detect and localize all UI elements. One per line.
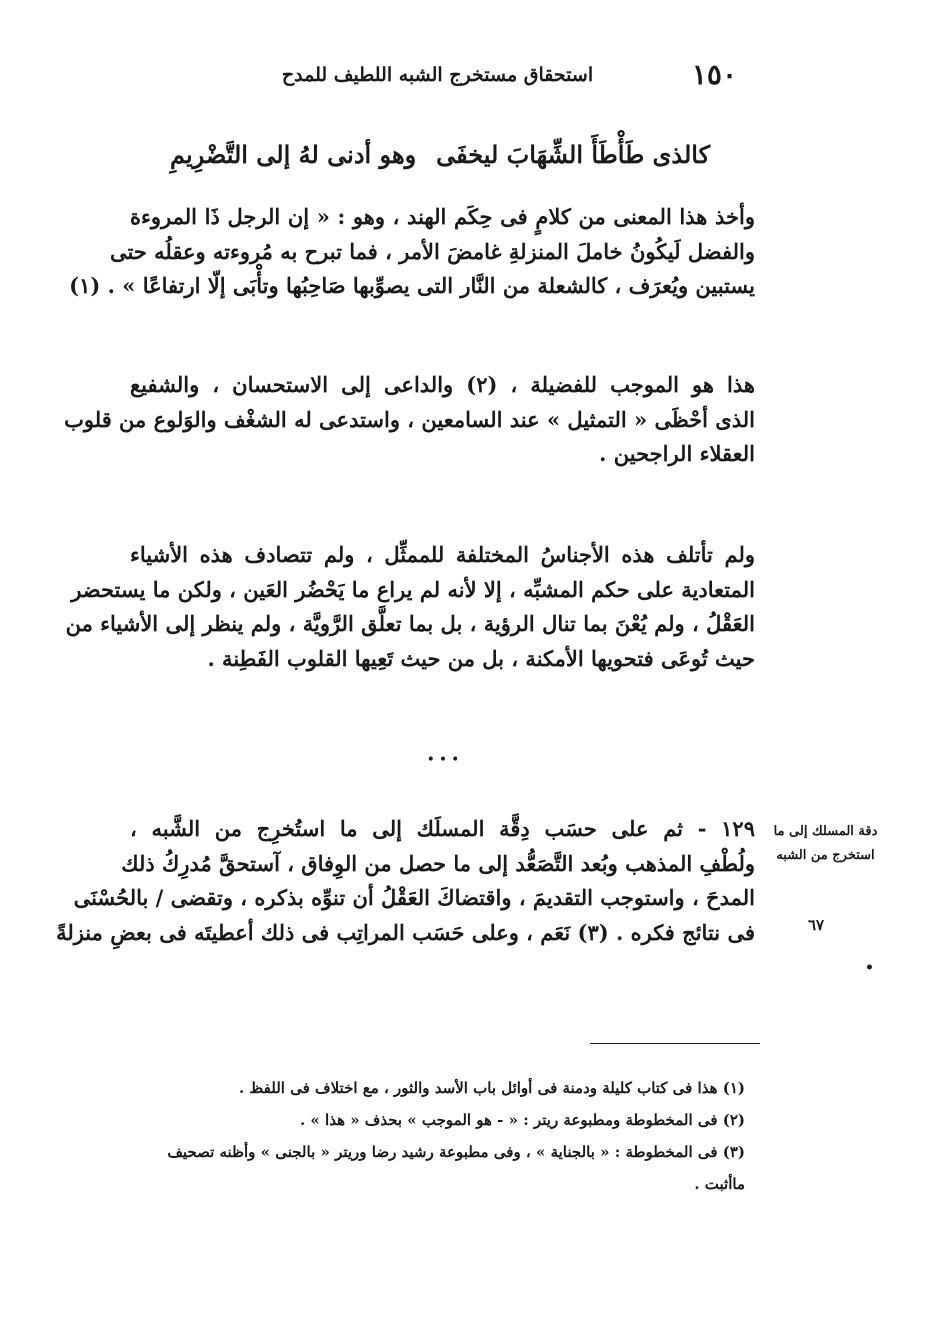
verse-first-hemistich: كالذى طَأْطَأَ الشِّهَابَ ليخفَى	[436, 139, 710, 169]
text-line: ولم تأتلف هذه الأجناسُ المختلفة للممثِّل ، ولم تتصادف هذه الأشياء	[130, 542, 755, 567]
text-line: الذى أحْظَى « التمثيل » عند السامعين ، واستدعى له الشغْف والوَلوع من قلوب	[64, 406, 755, 432]
footnote: (٣) فى المخطوطة : « بالجناية » ، وفى مطبوعة رشيد رضا وريتر « بالجنى » وأظنه تصحيف	[167, 1143, 745, 1161]
footnote: (٢) فى المخطوطة ومطبوعة ريتر : « - هو الموجب » بحذف « هذا » .	[299, 1111, 745, 1129]
text-line: هذا هو الموجب للفضيلة ، (٢) والداعى إلى الاستحسان ، والشفيع	[130, 372, 755, 397]
section-separator: •••	[426, 752, 464, 768]
text-line: حيث تُوعَى فتحويها الأمكنة ، بل من حيث تَعِيها القلوب الفَطِنة .	[207, 645, 755, 671]
text-line: وأخذ هذا المعنى من كلامٍ فى حِكَم الهند ، وهو : « إن الرجل ذَا المروءة	[130, 204, 755, 229]
text-line: والفضل لَيكُونُ خاملَ المنزلةِ غامضَ الأمر ، فما تبرح به مُروءته وعقلُه حتى	[109, 238, 755, 264]
page-number: ١٥٠	[691, 58, 737, 91]
margin-marker: •	[865, 960, 874, 976]
poetry-verse	[170, 132, 710, 176]
verse-second-hemistich: وهو أدنى لهُ إلى التَّضْرِيمِ	[170, 139, 417, 169]
text-line: المدحَ ، واستوجب التقديمَ ، واقتضاكَ العَقْلُ أن تنوِّه بذكره ، وتقضى / بالحُسْنَى	[73, 885, 755, 910]
text-line: ١٢٩ - ثم على حسَب دِقَّة المسلَك إلى ما استُخرِج من الشَّبه ،	[130, 816, 755, 841]
paragraph-3	[65, 538, 755, 676]
margin-section-note	[768, 820, 883, 868]
text-line: العقلاء الراجحين .	[599, 441, 755, 466]
manuscript-folio-number: ٦٧	[808, 916, 825, 934]
paragraph-1	[69, 200, 755, 304]
running-title: استحقاق مستخرج الشبه اللطيف للمدح	[281, 64, 594, 86]
footnotes	[130, 1072, 745, 1200]
footnote-divider	[590, 1043, 760, 1044]
text-line: العَقْلُ ، ولم يُعْنَ بما تنال الرؤية ، بل بما تعلَّق الرَّويَّة ، ولم ينظر إلى الأشياء من	[65, 611, 755, 636]
page-header	[130, 58, 745, 98]
text-line: المتعادية على حكم المشبِّه ، إلا لأنه لم يراع ما يَحْضُر العَين ، ولكن ما يستحضر	[71, 576, 755, 602]
footnote: (١) هذا فى كتاب كليلة ودمنة فى أوائل باب الأسد والثور ، مع اختلاف فى اللفظ .	[238, 1079, 745, 1097]
margin-note-line: دقة المسلك إلى ما	[773, 824, 878, 839]
text-line: ولُطْفِ المذهب وبُعد التَّصَعُّد إلى ما حصل من الوِفاق ، آستحقَّ مُدرِكُ ذلك	[121, 850, 755, 876]
text-line: فى نتائج فكره . (٣) نَعَم ، وعلى حَسَب المراتِب فى ذلك أعطيتَه فى بعضِ منزلةً	[56, 919, 755, 945]
paragraph-4	[56, 812, 755, 950]
text-line: يستبين ويُعرَف ، كالشعلة من النَّار التى يصوِّبها صَاحِبُها وتأْبَى إلّا ارتفاعًا » . (١)	[69, 273, 755, 298]
footnote: ماأثبت .	[694, 1175, 745, 1193]
margin-note-line: استخرج من الشبه	[776, 848, 875, 863]
paragraph-2	[64, 368, 755, 472]
